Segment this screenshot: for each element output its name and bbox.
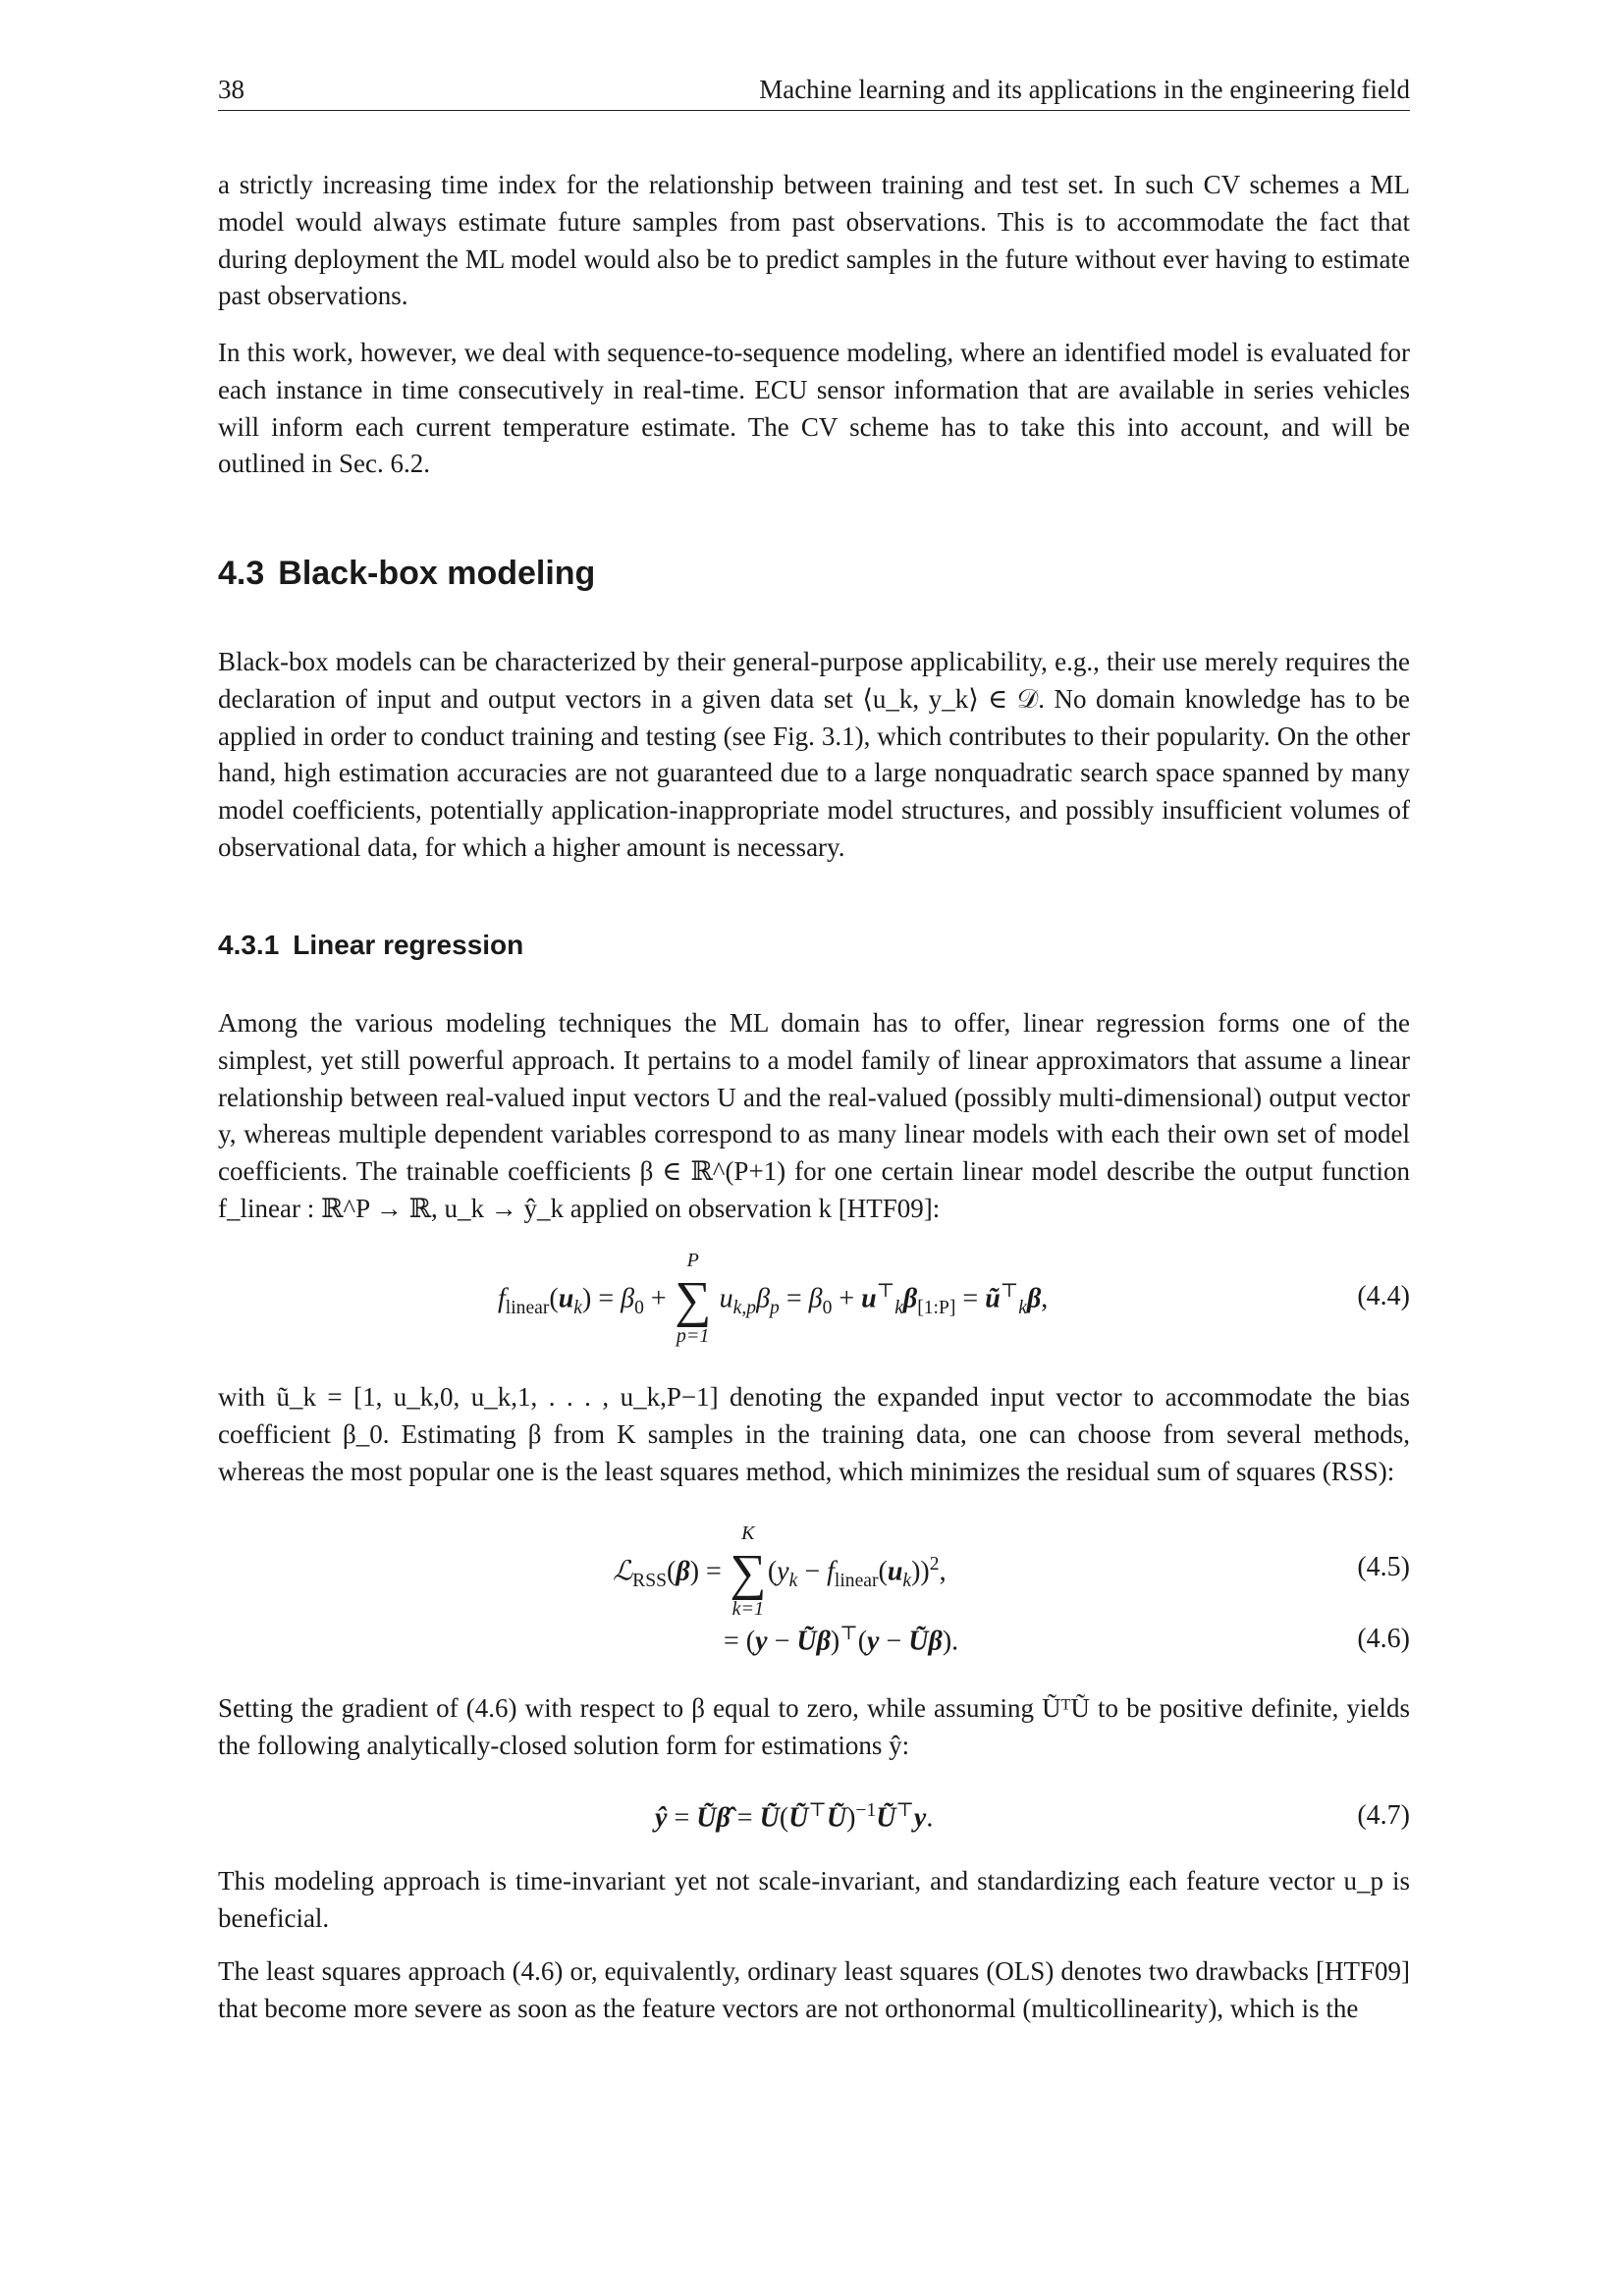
subsection-heading-4-3-1 [218,930,1410,961]
paragraph-text: Among the various modeling techniques the ML domain has to offer, linear regression forms one of the simplest, yet still powerful approach. It pertains to a model family of linear approximators that assume a linear relationship between real-valued input vectors U and the real-valued (possibly multi-dimensional) output vector y, whereas multiple dependent variables correspond to as many linear models with each their own set of model coefficients. The trainable coefficients β ∈ ℝ^(P+1) for one certain linear model describe the output function f_linear : ℝ^P → ℝ, u_k → ŷ_k applied on observation k [HTF09]: [218,1008,1410,1223]
section-number: 4.3 [218,555,265,592]
equation-number: (4.4) [1357,1281,1410,1311]
section-title [218,555,1410,593]
equation-number: (4.6) [1357,1624,1410,1654]
page-number: 38 [218,75,244,104]
paragraph-7 [218,1863,1410,1938]
paragraph-text: Setting the gradient of (4.6) with respect to β equal to zero, while assuming ŨᵀŨ to be positive definite, yields the following analytically-closed solution form for estimations ŷ: [218,1693,1410,1760]
paragraph-6 [218,1690,1410,1765]
equation-number: (4.5) [1357,1552,1410,1582]
subsection-title [218,930,1410,961]
paragraph-text: with ũ_k = [1, u_k,0, u_k,1, . . . , u_k,P−1] denoting the expanded input vector to accommodate the bias coefficient β_0. Estimating β from K samples in the training data, one can choose from several methods, whereas the most popular one is the least squares method, which minimizes the residual sum of squares (RSS): [218,1382,1410,1486]
equation-formula: ℒ$_{RSS}$(β) = K ∑ k=1 $(y_k - f_{linear}(u_k))^2$, [613,1522,947,1620]
equation-formula: $f_{linear}(u_k) = \beta_0$ + P ∑ p=1 $u_{k,p}\beta_p = \beta_0 + u^⊤_k\beta_{[1:P]}$ = $ũ^⊤_k\beta$, [498,1250,1049,1347]
summation-symbol: P ∑ p=1 [675,1250,712,1347]
paragraph-text: Black-box models can be characterized by their general-purpose applicability, e.g., their use merely requires the declaration of input and output vectors in a given data set ⟨u_k, y_k⟩ ∈ 𝒟. No domain knowledge has to be applied in order to conduct training and testing (see Fig. 3.1), which contributes to their popularity. On the other hand, high estimation accuracies are not guaranteed due to a large nonquadratic search space spanned by many model coefficients, potentially application-inappropriate model structures, and possibly insufficient volumes of observational data, for which a higher amount is necessary. [218,647,1410,862]
paragraph-3 [218,644,1410,867]
equation-number: (4.7) [1357,1800,1410,1831]
paragraph-8 [218,1953,1410,2028]
subsection-title-text: Linear regression [293,930,524,960]
section-heading-4-3 [218,555,1410,593]
paragraph-text: The least squares approach (4.6) or, equivalently, ordinary least squares (OLS) denotes two drawbacks [HTF09] that become more severe as soon as the feature vectors are not orthonormal (multicollinearity), which is the [218,1956,1410,2023]
equation-4-6 [218,1618,1410,1657]
paragraph-text: This modeling approach is time-invariant yet not scale-invariant, and standardizing each feature vector u_p is beneficial. [218,1866,1410,1933]
equation-formula: ŷ = Ũβ̂ = Ũ(Ũ⊤Ũ)$^{-1}$Ũ⊤y. [655,1800,934,1834]
paragraph-4 [218,1005,1410,1228]
summation-symbol: K ∑ k=1 [730,1522,767,1620]
paragraph-1 [218,167,1410,315]
equation-4-5 [218,1522,1410,1620]
paragraph-text: a strictly increasing time index for the relationship between training and test set. In such CV schemes a ML model would always estimate future samples from past observations. This is to accommodate the fact that during deployment the ML model would also be to predict samples in the future without ever having to estimate past observations. [218,170,1410,311]
subsection-number: 4.3.1 [218,930,280,960]
equation-formula: = (y − Ũβ)⊤(y − Ũβ). [724,1624,959,1657]
equation-4-7 [218,1792,1410,1832]
section-title-text: Black-box modeling [278,555,596,592]
equation-4-4 [218,1250,1410,1347]
running-title: Machine learning and its applications in the engineering field [759,75,1410,104]
paragraph-text: In this work, however, we deal with sequence-to-sequence modeling, where an identified model is evaluated for each instance in time consecutively in real-time. ECU sensor information that are available in series vehicles will inform each current temperature estimate. The CV scheme has to take this into account, and will be outlined in Sec. 6.2. [218,338,1410,479]
page-header [218,71,1410,111]
paragraph-2 [218,335,1410,483]
paragraph-5 [218,1379,1410,1490]
